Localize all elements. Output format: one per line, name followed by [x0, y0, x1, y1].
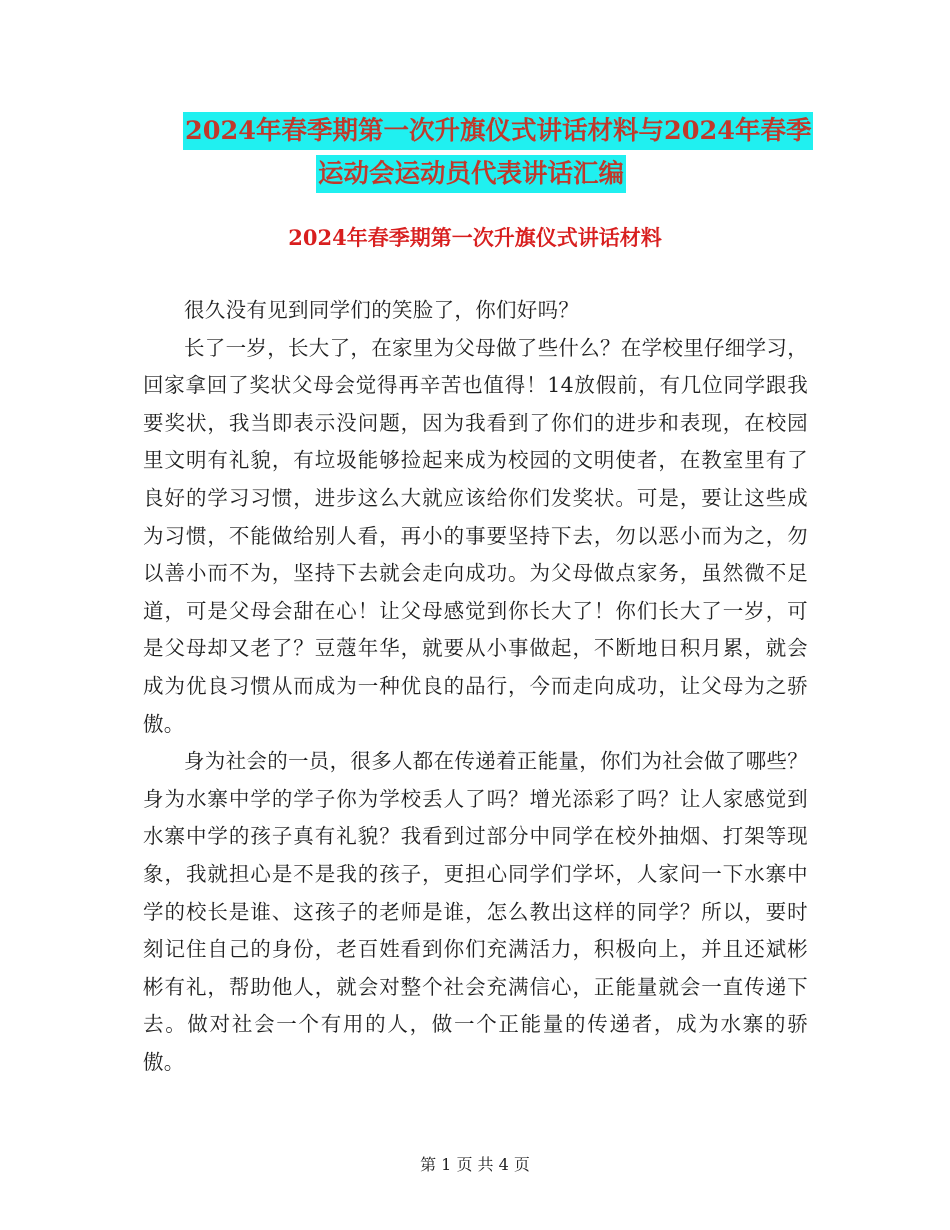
title-line-1: 2024年春季期第一次升旗仪式讲话材料与2024年春季: [183, 112, 813, 150]
title-line-2: 运动会运动员代表讲话汇编: [316, 155, 626, 193]
paragraph: 身为社会的一员，很多人都在传递着正能量，你们为社会做了哪些？身为水寨中学的学子你为学校丢人了吗？增光添彩了吗？让人家感觉到水寨中学的孩子真有礼貌？我看到过部分中同学在校外抽烟、打架等现象，我就担心是不是我的孩子，更担心同学们学坏，人家问一下水寨中学的校长是谁、这孩子的老师是谁，怎么教出这样的同学？所以，要时刻记住自己的身份，老百姓看到你们充满活力，积极向上，并且还斌彬彬有礼，帮助他人，就会对整个社会充满信心，正能量就会一直传递下去。做对社会一个有用的人，做一个正能量的传递者，成为水寨的骄傲。: [143, 749, 808, 1074]
page-number-footer: 第 1 页 共 4 页: [420, 1155, 530, 1174]
paragraph: 很久没有见到同学们的笑脸了，你们好吗？: [184, 298, 580, 322]
body-text: [143, 292, 808, 1081]
section-heading: 2024年春季期第一次升旗仪式讲话材料: [288, 225, 662, 250]
paragraph: 长了一岁，长大了，在家里为父母做了些什么？在学校里仔细学习，回家拿回了奖状父母会觉得再辛苦也值得！14放假前，有几位同学跟我要奖状，我当即表示没问题，因为我看到了你们的进步和表现，在校园里文明有礼貌，有垃圾能够捡起来成为校园的文明使者，在教室里有了良好的学习习惯，进步这么大就应该给你们发奖状。可是，要让这些成为习惯，不能做给别人看，再小的事要坚持下去，勿以恶小而为之，勿以善小而不为，坚持下去就会走向成功。为父母做点家务，虽然微不足道，可是父母会甜在心！让父母感觉到你长大了！你们长大了一岁，可是父母却又老了？豆蔻年华，就要从小事做起，不断地日积月累，就会成为优良习惯从而成为一种优良的品行，今而走向成功，让父母为之骄傲。: [143, 335, 808, 736]
